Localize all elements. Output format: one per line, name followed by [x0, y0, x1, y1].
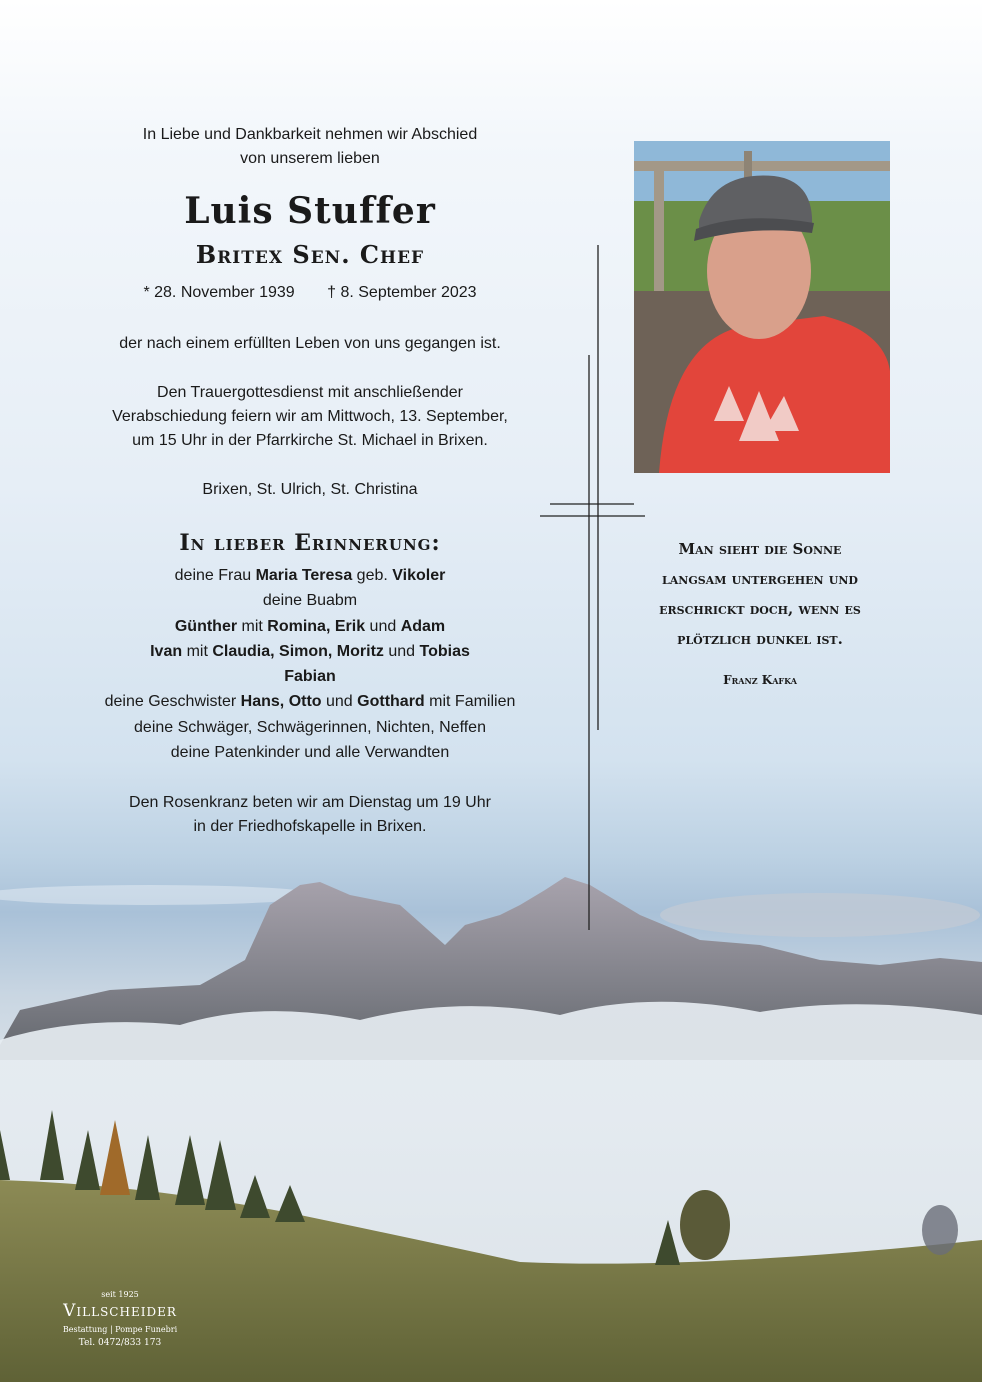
life-dates	[60, 284, 560, 302]
birth-date: * 28. November 1939	[143, 284, 295, 301]
service-line: Den Trauergottesdienst mit anschließender	[157, 384, 463, 401]
deceased-subtitle: Britex Sen. Chef	[195, 240, 425, 269]
death-date: † 8. September 2023	[327, 284, 477, 301]
intro-line: von unserem lieben	[240, 150, 380, 167]
service-line: Verabschiedung feiern wir am Mittwoch, 13. September,	[112, 408, 508, 425]
intro-text	[60, 123, 560, 171]
memory-heading: In lieber Erinnerung:	[179, 530, 441, 556]
family-row: Günther mit Romina, Erik und Adam	[174, 617, 446, 635]
quote-line: plötzlich dunkel ist.	[677, 630, 843, 648]
logo-since: seit 1925	[101, 1290, 139, 1299]
family-wife: deine Frau Maria Teresa geb. Vikoler	[174, 567, 446, 584]
service-line: um 15 Uhr in der Pfarrkirche St. Michael in Brixen.	[132, 432, 488, 449]
passing-text: der nach einem erfüllten Leben von uns gegangen ist.	[119, 335, 501, 352]
places-text: Brixen, St. Ulrich, St. Christina	[202, 481, 418, 498]
family-line: deine Patenkinder und alle Verwandten	[170, 744, 450, 762]
quote-line: langsam untergehen und	[662, 570, 858, 588]
deceased-name: Luis Stuffer	[184, 190, 436, 232]
family-children-label: deine Buabm	[262, 592, 358, 610]
family-siblings: deine Geschwister Hans, Otto und Gotthard mit Familien	[104, 693, 516, 711]
family-line: deine Schwäger, Schwägerinnen, Nichten, Neffen	[134, 718, 486, 736]
quote-text	[645, 534, 875, 654]
quote-line: erschrickt doch, wenn es	[659, 600, 861, 618]
family-row: Ivan mit Claudia, Simon, Moritz und Tobias	[150, 642, 470, 660]
funeral-home-logo	[40, 1290, 200, 1348]
quote-line: Man sieht die Sonne	[678, 540, 842, 558]
family-list	[40, 563, 580, 765]
rosary-line: Den Rosenkranz beten wir am Dienstag um 19 Uhr	[129, 794, 491, 811]
logo-name: Villscheider	[63, 1301, 177, 1321]
logo-subtitle: Bestattung | Pompe Funebri	[62, 1325, 178, 1334]
intro-line: In Liebe und Dankbarkeit nehmen wir Abschied	[142, 126, 478, 143]
rosary-text	[60, 791, 560, 839]
portrait-photo	[634, 141, 890, 473]
quote-author: Franz Kafka	[723, 673, 797, 687]
logo-phone: Tel. 0472/833 173	[78, 1338, 162, 1348]
rosary-line: in der Friedhofskapelle in Brixen.	[193, 818, 427, 835]
service-text	[60, 381, 560, 453]
family-row: Fabian	[284, 668, 336, 686]
